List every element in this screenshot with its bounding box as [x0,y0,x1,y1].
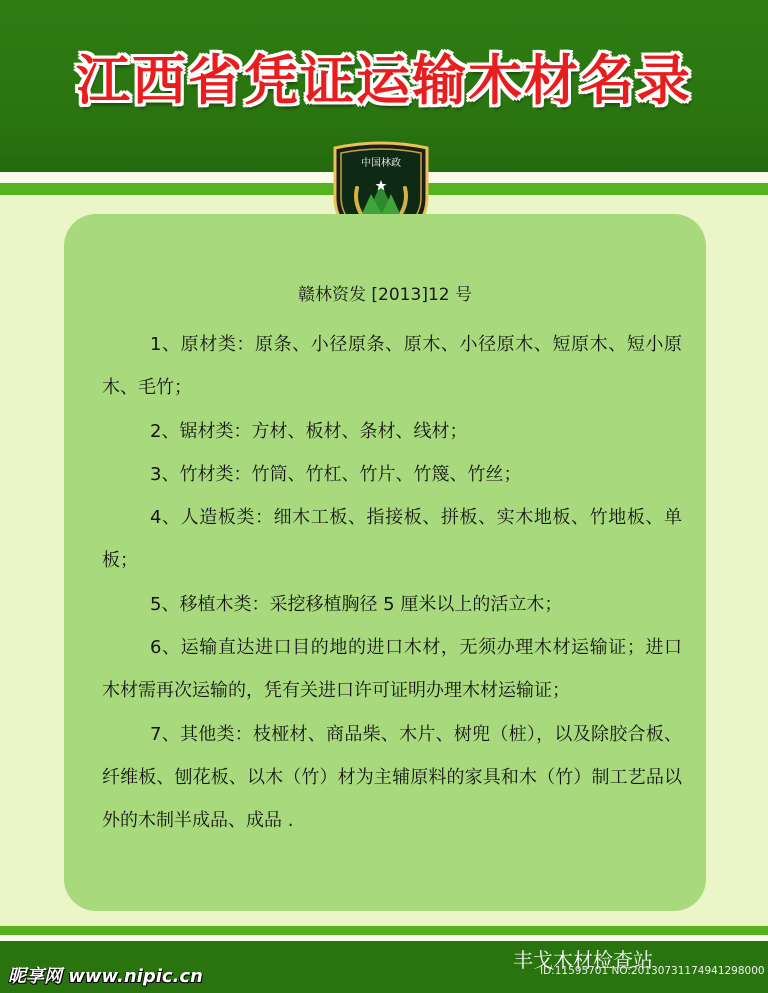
list-item: 5、移植木类：采挖移植胸径 5 厘米以上的活立木； [150,593,563,615]
item-list [102,323,682,843]
list-item: 3、竹材类：竹筒、竹杠、竹片、竹篾、竹丝； [150,463,522,485]
list-item: 4、人造板类：细木工板、指接板、拼板、实木地板、竹地板、单板； [102,507,682,572]
station-name: 丰戈木材检查站 [513,948,653,972]
list-item: 2、锯材类：方材、板材、条材、线材； [150,420,468,442]
watermark-id: ID:11595701 NO:20130731174941298000 [540,965,765,977]
document-number: 赣林资发 [2013]12 号 [298,285,472,305]
footer-divider-green [0,926,768,935]
emblem-top-text: 中国林政 [361,158,401,169]
list-item: 6、运输直达进口目的地的进口木材，无须办理木材运输证；进口木材需再次运输的，凭有关进口许可证明办理木材运输证； [102,637,682,702]
list-item: 1、原材类：原条、小径原条、原木、小径原木、短原木、短小原木、毛竹； [102,334,682,399]
page-title: 江西省凭证运输木材名录 [76,49,692,112]
watermark-logo: 昵享网 www.nipic.cn [8,966,203,987]
list-item: 7、其他类：枝桠材、商品柴、木片、树兜（桩），以及除胶合板、纤维板、刨花板、以木（竹）材为主辅原料的家具和木（竹）制工艺品以外的木制半成品、成品 . [102,723,682,832]
